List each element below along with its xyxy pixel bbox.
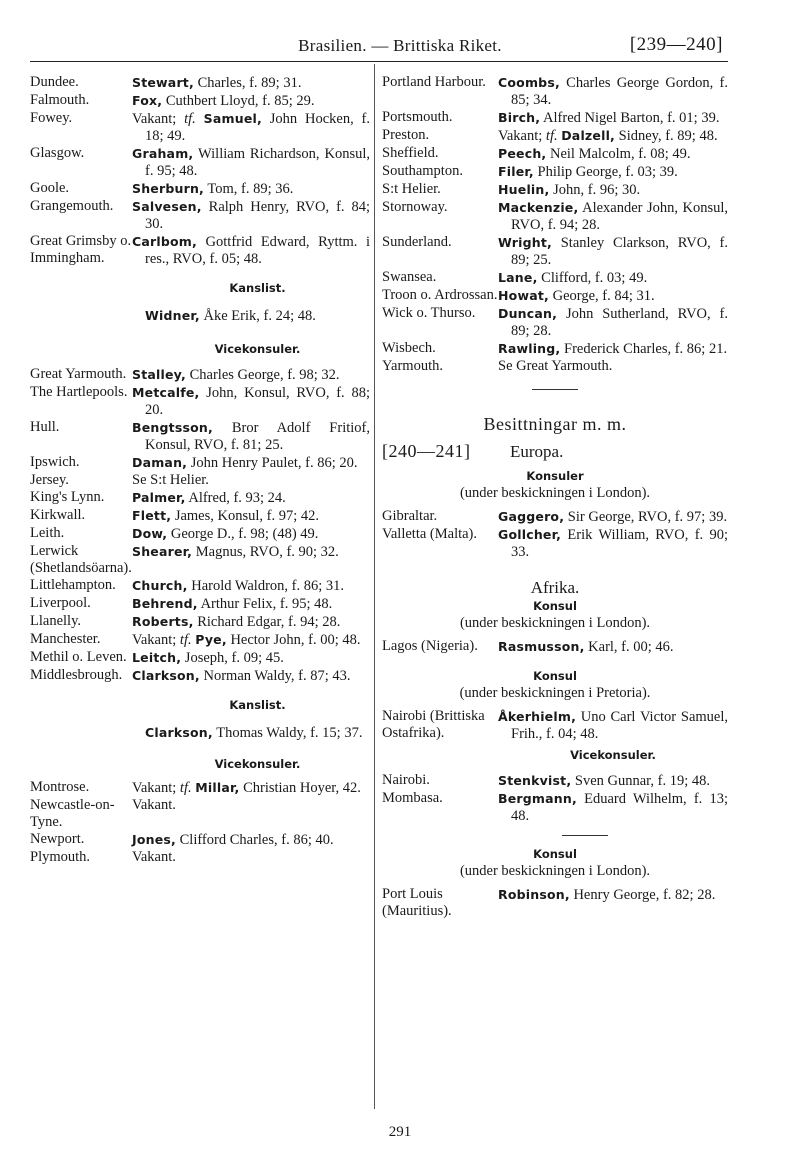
- vicekonsuler-heading: Vicekonsuler.: [214, 757, 301, 771]
- consulate-entry: [30, 831, 370, 849]
- consulate-entry: [382, 708, 728, 743]
- person-name: Robinson,: [498, 887, 570, 902]
- person-name: Dow,: [132, 526, 168, 541]
- person-details: Clifford Charles, f. 86; 40.: [176, 832, 334, 848]
- person-entry: [132, 525, 370, 543]
- person-name: Clarkson,: [132, 668, 200, 683]
- vicekonsuler-heading: Vicekonsuler.: [214, 342, 301, 356]
- kanslist-heading: Kanslist.: [229, 698, 286, 712]
- person-entry: [132, 384, 370, 419]
- kanslist-entry: [145, 307, 370, 325]
- place-name: Valletta (Malta).: [382, 526, 478, 542]
- consulate-entry: [30, 507, 370, 525]
- place-name: Great Yarmouth.: [30, 366, 127, 382]
- person-name: Samuel,: [203, 111, 262, 126]
- person-entry: [498, 790, 728, 825]
- person-name: Daman,: [132, 455, 188, 470]
- person-name: Clarkson,: [145, 725, 213, 740]
- person-name: Åkerhielm,: [498, 709, 577, 724]
- person-details: Norman Waldy, f. 87; 43.: [199, 668, 351, 684]
- consulate-entry: [382, 74, 728, 109]
- person-details: Sir George, RVO, f. 97; 39.: [564, 509, 728, 525]
- place-name: Leith.: [30, 525, 65, 541]
- person-entry: [498, 163, 728, 181]
- section-title: Besittningar m. m.: [483, 414, 627, 434]
- consulate-entry: [30, 454, 370, 472]
- person-details: Sven Gunnar, f. 19; 48.: [571, 773, 711, 789]
- person-entry: [132, 849, 370, 866]
- place-name: Sunderland.: [382, 234, 452, 250]
- place-name: Stornoway.: [382, 199, 448, 215]
- person-entry: [498, 181, 728, 199]
- person-name: Church,: [132, 578, 188, 593]
- place-name: Newport.: [30, 831, 85, 847]
- person-details: Alfred, f. 93; 24.: [185, 490, 286, 506]
- person-name: Gaggero,: [498, 509, 565, 524]
- running-header-page-range: [239—240]: [629, 34, 723, 55]
- consulate-entry: [30, 198, 370, 233]
- kanslist-entry: [145, 724, 370, 742]
- place-name: S:t Helier.: [382, 181, 441, 197]
- person-name: Birch,: [498, 110, 541, 125]
- person-name: Roberts,: [132, 614, 194, 629]
- consulate-entry: [382, 181, 728, 199]
- person-name: Behrend,: [132, 596, 198, 611]
- consulate-entry: [382, 127, 728, 145]
- person-entry: [132, 577, 370, 595]
- consulate-entry: [30, 779, 370, 797]
- consulate-entry: [30, 613, 370, 631]
- left-column: [30, 74, 370, 866]
- person-details: Alexander John, Konsul, RVO, f. 94; 28.: [511, 200, 728, 233]
- person-name: Rawling,: [498, 341, 561, 356]
- consulate-entry: [382, 340, 728, 358]
- europe-region-header: [382, 443, 728, 460]
- consulate-entry: [30, 667, 370, 685]
- person-details: Magnus, RVO, f. 90; 32.: [192, 544, 339, 560]
- consulate-entry: [382, 305, 728, 340]
- consulate-entry: [382, 638, 728, 656]
- place-name: Mombasa.: [382, 790, 443, 806]
- person-entry: [132, 145, 370, 180]
- place-name: Grangemouth.: [30, 198, 114, 214]
- place-name: Hull.: [30, 419, 60, 435]
- consulate-entry: [30, 525, 370, 543]
- kanslist-block-1: [145, 280, 370, 325]
- person-name: Millar,: [195, 780, 240, 795]
- consulate-entry: [382, 508, 728, 526]
- place-name: Great Grimsby o. Immingham.: [30, 233, 132, 266]
- acting-abbrev: tf.: [184, 111, 196, 127]
- left-entries-group-c: [30, 779, 370, 866]
- consulate-entry: [30, 849, 370, 866]
- person-details: John Hocken, f. 18; 49.: [145, 111, 370, 144]
- person-details: Tom, f. 89; 36.: [204, 181, 294, 197]
- person-entry: [132, 595, 370, 613]
- consulate-entry: [382, 526, 728, 561]
- consulate-entry: [30, 649, 370, 667]
- person-details: Hector John, f. 00; 48.: [226, 632, 361, 648]
- consulate-entry: [30, 366, 370, 384]
- place-name: Goole.: [30, 180, 70, 196]
- place-name: Wisbech.: [382, 340, 436, 356]
- person-entry: [132, 419, 370, 454]
- person-name: Shearer,: [132, 544, 193, 559]
- person-details: Åke Erik, f. 24; 48.: [199, 308, 316, 324]
- place-name: Montrose.: [30, 779, 90, 795]
- person-entry: [132, 110, 370, 145]
- consulate-entry: [30, 472, 370, 489]
- person-details: Neil Malcolm, f. 08; 49.: [546, 146, 691, 162]
- person-entry: [498, 127, 728, 145]
- consulate-entry: [30, 384, 370, 419]
- person-entry: [132, 489, 370, 507]
- person-name: Wright,: [498, 235, 552, 250]
- person-name: Metcalfe,: [132, 385, 200, 400]
- person-details: Bror Adolf Fritiof, Konsul, RVO, f. 81; 25.: [145, 420, 370, 453]
- person-name: Fox,: [132, 93, 163, 108]
- person-details: John Henry Paulet, f. 86; 20.: [187, 455, 358, 471]
- person-details: Frederick Charles, f. 86; 21.: [560, 341, 728, 357]
- jurisdiction-note: (under beskickningen i London).: [459, 615, 651, 631]
- place-name: Littlehampton.: [30, 577, 116, 593]
- consulate-entry: [30, 577, 370, 595]
- person-details: Ralph Henry, RVO, f. 84; 30.: [145, 199, 370, 232]
- column-divider: [374, 64, 375, 1109]
- person-details: George, f. 84; 31.: [548, 288, 655, 304]
- person-details: Karl, f. 00; 46.: [584, 639, 674, 655]
- place-name: Nairobi (Brittiska Ostafrika).: [382, 708, 485, 741]
- kanslist-block-2: [145, 697, 370, 742]
- person-details: James, Konsul, f. 97; 42.: [171, 508, 320, 524]
- consulate-entry: [30, 74, 370, 92]
- person-entry: [132, 779, 370, 797]
- place-name: Port Louis (Mauritius).: [382, 886, 452, 919]
- person-details: Henry George, f. 82; 28.: [569, 887, 716, 903]
- consulate-entry: [30, 489, 370, 507]
- person-name: Pye,: [195, 632, 227, 647]
- person-entry: [132, 92, 370, 110]
- person-entry: [498, 234, 728, 269]
- person-name: Stenkvist,: [498, 773, 572, 788]
- person-name: Peech,: [498, 146, 547, 161]
- person-name: Palmer,: [132, 490, 186, 505]
- consulate-entry: [30, 419, 370, 454]
- person-entry: [132, 472, 370, 489]
- person-entry: [498, 74, 728, 109]
- person-entry: [132, 797, 370, 831]
- consulate-entry: [382, 234, 728, 269]
- place-name: Dundee.: [30, 74, 79, 90]
- place-name: Jersey.: [30, 472, 69, 488]
- consulate-entry: [382, 163, 728, 181]
- person-entry: [132, 649, 370, 667]
- consulate-entry: [382, 269, 728, 287]
- person-details: Eduard Wilhelm, f. 13; 48.: [511, 791, 728, 824]
- place-name: Troon o. Ardrossan.: [382, 287, 498, 303]
- place-name: Portland Harbour.: [382, 74, 486, 90]
- person-name: Flett,: [132, 508, 172, 523]
- person-details: Clifford, f. 03; 49.: [537, 270, 648, 286]
- place-name: Gibraltar.: [382, 508, 438, 524]
- place-name: Yarmouth.: [382, 358, 443, 374]
- person-name: Filer,: [498, 164, 534, 179]
- acting-abbrev: tf.: [179, 632, 192, 648]
- consulate-entry: [30, 631, 370, 649]
- person-details: Joseph, f. 09; 45.: [181, 650, 284, 666]
- person-details: William Richardson, Konsul, f. 95; 48.: [145, 146, 370, 179]
- place-name: Sheffield.: [382, 145, 439, 161]
- region-name: Afrika.: [530, 578, 580, 597]
- consulate-entry: [30, 145, 370, 180]
- person-name: Widner,: [145, 308, 200, 323]
- person-name: Dalzell,: [561, 128, 616, 143]
- person-details: Uno Carl Victor Samuel, Frih., f. 04; 48.: [511, 709, 728, 742]
- person-details: Charles, f. 89; 31.: [193, 75, 302, 91]
- person-details: John, Konsul, RVO, f. 88; 20.: [145, 385, 370, 418]
- consulate-entry: [30, 797, 370, 831]
- header-rule: [30, 61, 728, 62]
- person-details: Arthur Felix, f. 95; 48.: [197, 596, 333, 612]
- kanslist-heading: Kanslist.: [229, 281, 286, 295]
- place-name: King's Lynn.: [30, 489, 105, 505]
- person-entry: [498, 340, 728, 358]
- jurisdiction-note: (under beskickningen i Pretoria).: [459, 685, 651, 701]
- vicekonsuler-block-2: [145, 756, 370, 773]
- consulate-entry: [382, 109, 728, 127]
- person-name: Mackenzie,: [498, 200, 579, 215]
- place-name: Plymouth.: [30, 849, 91, 865]
- person-name: Graham,: [132, 146, 194, 161]
- person-name: Gollcher,: [498, 527, 562, 542]
- person-entry: [498, 358, 728, 375]
- person-entry: [132, 454, 370, 472]
- consulate-entry: [382, 287, 728, 305]
- person-entry: [132, 74, 370, 92]
- acting-abbrev: tf.: [545, 128, 558, 144]
- person-details: Christian Hoyer, 42.: [239, 780, 361, 796]
- person-entry: [498, 305, 728, 340]
- person-entry: [498, 772, 728, 790]
- place-name: Glasgow.: [30, 145, 85, 161]
- person-entry: [132, 198, 370, 233]
- person-entry: [132, 831, 370, 849]
- person-entry: [132, 667, 370, 685]
- consulate-entry: [30, 180, 370, 198]
- vacancy-note: Vakant;: [132, 111, 185, 127]
- vacancy-note: Vakant.: [132, 849, 176, 865]
- place-name: Llanelly.: [30, 613, 81, 629]
- vicekonsuler-heading: Vicekonsuler.: [570, 748, 656, 762]
- europe-entries: [382, 508, 728, 561]
- vicekonsuler-block-1: [145, 341, 370, 358]
- page-range-marker: [240—241]: [382, 441, 471, 461]
- place-name: Preston.: [382, 127, 430, 143]
- person-name: Sherburn,: [132, 181, 205, 196]
- person-name: Salvesen,: [132, 199, 202, 214]
- person-details: Thomas Waldy, f. 15; 37.: [212, 725, 363, 741]
- konsul-heading: Konsul: [533, 669, 577, 683]
- person-entry: [132, 543, 370, 577]
- consulate-entry: [30, 110, 370, 145]
- person-name: Lane,: [498, 270, 538, 285]
- person-details: Charles George Gordon, f. 85; 34.: [511, 75, 728, 108]
- person-name: Duncan,: [498, 306, 558, 321]
- consulate-entry: [382, 772, 728, 790]
- page-number: 291: [388, 1124, 412, 1140]
- left-entries-group-a: [30, 74, 370, 268]
- person-name: Huelin,: [498, 182, 550, 197]
- person-entry: [498, 287, 728, 305]
- person-entry: [498, 508, 728, 526]
- consulate-entry: [382, 145, 728, 163]
- place-name: Wick o. Thurso.: [382, 305, 476, 321]
- person-name: Coombs,: [498, 75, 560, 90]
- person-details: Gottfrid Edward, Ryttm. i res., RVO, f. 05; 48.: [145, 234, 370, 267]
- person-name: Bengtsson,: [132, 420, 213, 435]
- person-details: Philip George, f. 03; 39.: [533, 164, 678, 180]
- consulate-entry: [30, 543, 370, 577]
- person-details: Erik William, RVO, f. 90; 33.: [511, 527, 728, 560]
- consulate-entry: [382, 199, 728, 234]
- person-details: Stanley Clarkson, RVO, f. 89; 25.: [511, 235, 728, 268]
- consulate-entry: [382, 358, 728, 375]
- person-name: Jones,: [132, 832, 177, 847]
- region-name: Europa.: [510, 442, 564, 461]
- person-details: John, f. 96; 30.: [549, 182, 641, 198]
- place-name: Liverpool.: [30, 595, 91, 611]
- person-details: Sidney, f. 89; 48.: [615, 128, 718, 144]
- konsuler-heading: Konsuler: [526, 469, 584, 483]
- person-entry: [132, 233, 370, 268]
- person-details: Alfred Nigel Barton, f. 01; 39.: [540, 110, 720, 126]
- place-name: Manchester.: [30, 631, 101, 647]
- konsul-heading: Konsul: [533, 847, 577, 861]
- consulate-entry: [30, 595, 370, 613]
- place-name: Methil o. Leven.: [30, 649, 127, 665]
- person-details: George D., f. 98; (48) 49.: [167, 526, 319, 542]
- place-name: Middlesbrough.: [30, 667, 123, 683]
- person-entry: [498, 109, 728, 127]
- consulate-entry: [382, 886, 728, 920]
- place-name: Lerwick (Shetlandsöarna).: [30, 543, 132, 576]
- person-entry: [498, 526, 728, 561]
- vacancy-note: Se S:t Helier.: [132, 472, 209, 488]
- place-name: The Hartlepools.: [30, 384, 128, 400]
- person-name: Stewart,: [132, 75, 194, 90]
- place-name: Nairobi.: [382, 772, 430, 788]
- person-entry: [132, 631, 370, 649]
- place-name: Portsmouth.: [382, 109, 453, 125]
- jurisdiction-note: (under beskickningen i London).: [459, 863, 651, 879]
- person-entry: [132, 180, 370, 198]
- person-details: John Sutherland, RVO, f. 89; 28.: [511, 306, 728, 339]
- person-name: Rasmusson,: [498, 639, 585, 654]
- place-name: Falmouth.: [30, 92, 90, 108]
- person-details: Harold Waldron, f. 86; 31.: [187, 578, 345, 594]
- running-header-title: Brasilien. — Brittiska Riket.: [298, 36, 502, 55]
- person-entry: [498, 199, 728, 234]
- africa-vice-entries: [382, 772, 728, 825]
- left-entries-group-b: [30, 366, 370, 685]
- place-name: Southampton.: [382, 163, 463, 179]
- person-entry: [132, 613, 370, 631]
- right-column: [382, 74, 728, 920]
- konsul-heading: Konsul: [533, 599, 577, 613]
- vacancy-note: Vakant;: [498, 128, 546, 144]
- person-name: Leitch,: [132, 650, 182, 665]
- person-details: Charles George, f. 98; 32.: [186, 367, 340, 383]
- vacancy-note: Vakant;: [132, 632, 180, 648]
- person-details: Richard Edgar, f. 94; 28.: [193, 614, 341, 630]
- person-entry: [132, 366, 370, 384]
- consulate-entry: [382, 790, 728, 825]
- acting-abbrev: tf.: [179, 780, 192, 796]
- jurisdiction-note: (under beskickningen i London).: [459, 485, 651, 501]
- person-name: Howat,: [498, 288, 549, 303]
- vacancy-note: Vakant.: [132, 797, 176, 813]
- vacancy-note: Se Great Yarmouth.: [498, 358, 613, 374]
- place-name: Newcastle-on-Tyne.: [30, 797, 115, 830]
- place-name: Lagos (Nigeria).: [382, 638, 478, 654]
- right-entries-group-a: [382, 74, 728, 375]
- place-name: Fowey.: [30, 110, 73, 126]
- place-name: Kirkwall.: [30, 507, 86, 523]
- person-name: Stalley,: [132, 367, 186, 382]
- person-name: Bergmann,: [498, 791, 577, 806]
- place-name: Ipswich.: [30, 454, 80, 470]
- consulate-entry: [30, 233, 370, 268]
- person-entry: [498, 269, 728, 287]
- person-details: Cuthbert Lloyd, f. 85; 29.: [162, 93, 315, 109]
- vacancy-note: Vakant;: [132, 780, 180, 796]
- person-entry: [132, 507, 370, 525]
- consulate-entry: [30, 92, 370, 110]
- person-entry: [498, 145, 728, 163]
- place-name: Swansea.: [382, 269, 437, 285]
- person-name: Carlbom,: [132, 234, 197, 249]
